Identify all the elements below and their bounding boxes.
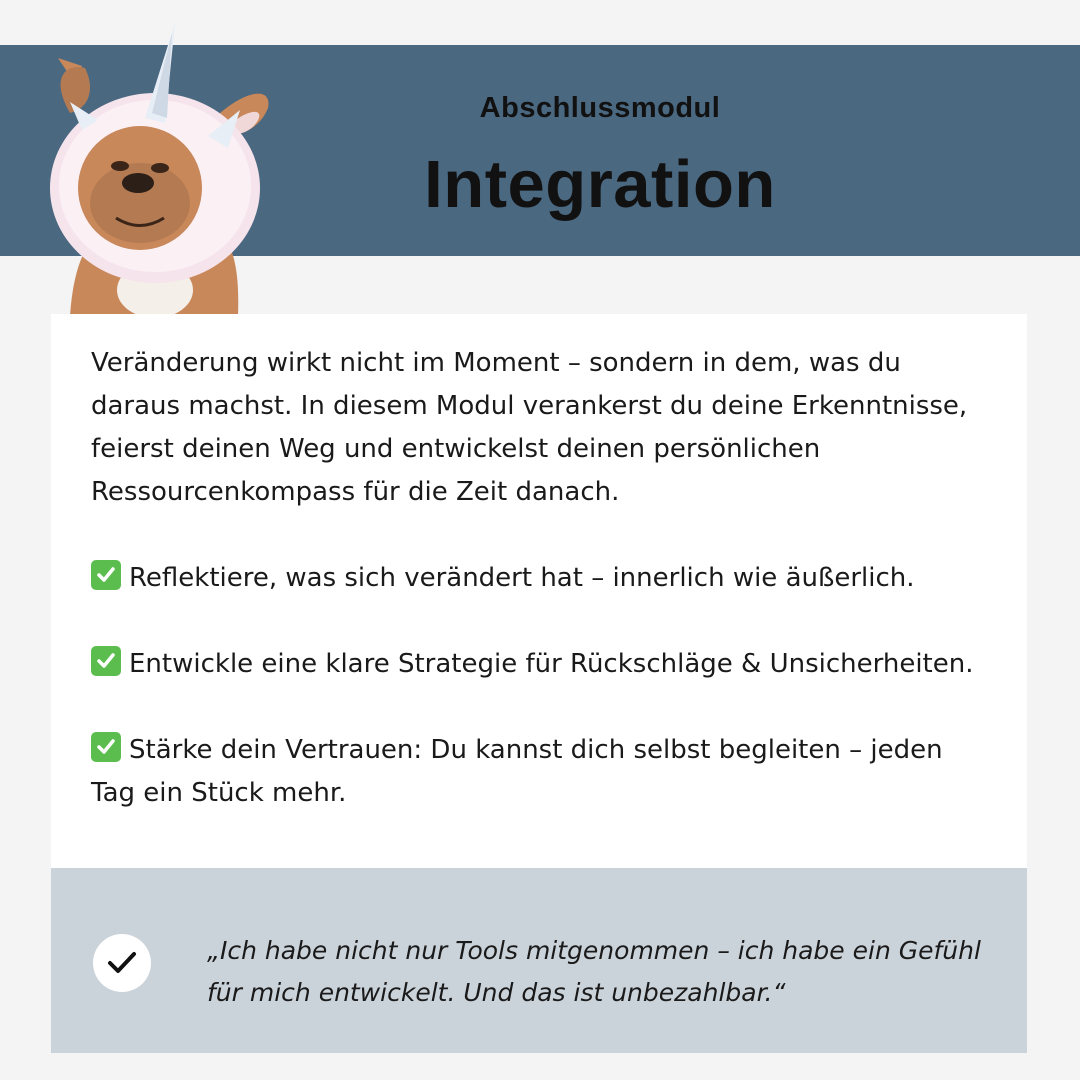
list-item bbox=[91, 729, 991, 815]
testimonial-box bbox=[51, 868, 1027, 1053]
check-circle-icon bbox=[93, 934, 151, 992]
list-item bbox=[91, 557, 991, 600]
check-mark-button-icon bbox=[91, 646, 121, 676]
list-item-text: Stärke dein Vertrauen: Du kannst dich selbst begleiten – jeden Tag ein Stück mehr. bbox=[91, 735, 943, 808]
unicorn-dog-image bbox=[40, 18, 280, 316]
card-text bbox=[91, 342, 991, 858]
check-mark-button-icon bbox=[91, 560, 121, 590]
module-title: Integration bbox=[424, 147, 776, 222]
module-subtitle: Abschlussmodul bbox=[479, 92, 721, 124]
list-item-text: Reflektiere, was sich verändert hat – innerlich wie äußerlich. bbox=[129, 563, 915, 593]
list-item-text: Entwickle eine klare Strategie für Rückschläge & Unsicherheiten. bbox=[129, 649, 974, 679]
testimonial-quote: „Ich habe nicht nur Tools mitgenommen – ich habe ein Gefühl für mich entwickelt. Und das ist unbezahlbar.“ bbox=[207, 936, 981, 1007]
list-item bbox=[91, 643, 991, 686]
intro-paragraph: Veränderung wirkt nicht im Moment – sondern in dem, was du daraus machst. In diesem Modul verankerst du deine Erkenntnisse, feierst deinen Weg und entwickelst deinen persönlichen Ressourcenkompass für die Zeit danach. bbox=[91, 348, 968, 507]
content-card bbox=[51, 314, 1027, 868]
check-mark-button-icon bbox=[91, 732, 121, 762]
